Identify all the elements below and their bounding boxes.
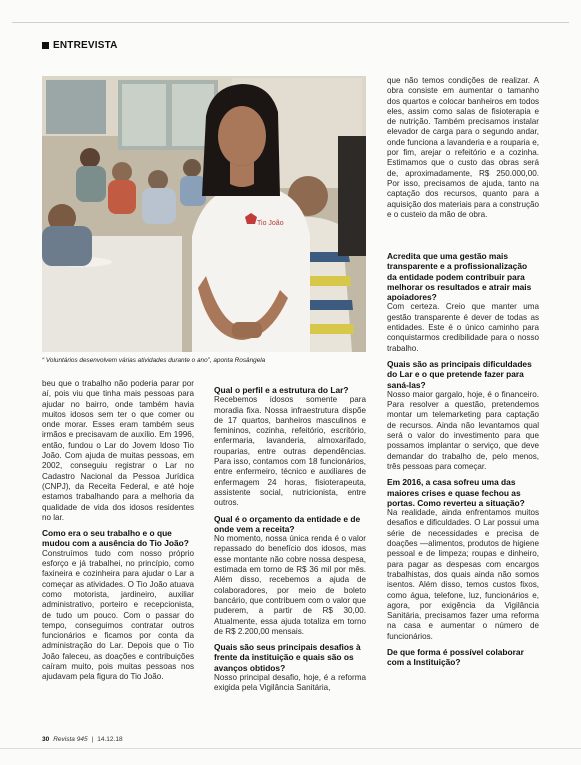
footer-separator: |	[91, 736, 94, 743]
section-title: ENTREVISTA	[53, 40, 118, 51]
question-heading: Qual o perfil e a estrutura do Lar?	[214, 385, 349, 395]
question-heading: Quais são as principais dificuldades do Lar e o que pretende fazer para saná-las?	[387, 358, 532, 390]
paragraph: beu que o trabalho não poderia parar por aí, pois viu que tinha mais pessoas para ajudar no bairro, onde também havia muitos idosos sem ter o que comer ou onde morar. Esses eram também seus irmãos e precisavam de auxílio. Em 1996, então, fundou o Lar do Jovem Idoso Tio João. Com ajuda de muitas pessoas, em 2002, conseguiu registrar o Lar no Cadastro Nacional da Pessoa Jurídica (CNPJ), da Receita Federal, e até hoje estamos trabalhando para a melhoria da qualidade de vida dos idosos residentes no lar.	[42, 379, 194, 522]
interview-photo	[42, 76, 366, 352]
question-heading: Qual é o orçamento da entidade e de onde vem a receita?	[214, 513, 361, 534]
bottom-divider	[0, 748, 581, 749]
square-bullet-icon	[42, 42, 49, 49]
question-heading: Quais são seus principais desafios à frente da instituição e quais são os avanços obtidos?	[214, 642, 361, 673]
page-footer	[42, 736, 123, 743]
issue-date: 14.12.18	[97, 736, 123, 743]
question-heading: De que forma é possível colaborar com a Instituição?	[387, 646, 524, 668]
page-number: 30	[42, 736, 50, 743]
question-heading: Como era o seu trabalho e o que mudou com a ausência do Tio João?	[42, 528, 189, 549]
paragraph: que não temos condições de realizar. A obra consiste em aumentar o tamanho dos quartos e colocar banheiros em todos eles, assim como salas de fisioterapia e de nutrição. Também precisamos instalar elevador de carga para o segundo andar, onde funciona a lavanderia e a rouparia e, por fim, arejar o refeitório e a cozinha. Estimamos que o custo das obras será de, aproximadamente, R$ 250.000,00. Por isso, precisamos de ajuda, tanto na captação dos recursos, quanto para a aquisição dos materiais para a construção e o custeio da mão de obra.	[387, 76, 539, 219]
column-3-top	[387, 76, 539, 220]
photo-caption: “ Voluntários desenvolvem várias atividades durante o ano”, aponta Rosângela	[42, 357, 266, 364]
question-heading: Acredita que uma gestão mais transparente e a profissionalização da entidade podem contribuir para melhorar os resultados e atrair mais apoiadores?	[387, 251, 532, 303]
photo-illustration	[42, 76, 366, 352]
question-heading: Em 2016, a casa sofreu uma das maiores crises e quase fechou as portas. Como reverteu a situação?	[387, 477, 525, 508]
answer-paragraph: No momento, nossa única renda é o valor repassado do benefício dos idosos, mas esse montante não cobre nossa despesa, estimada em torno de R$ 36 mil por mês. Além disso, recebemos a ajuda de colaboradores, por meio de boleto bancário, que contribuem com o valor que puderem, a partir de R$ 30,00. Atualmente, essa ajuda totaliza em torno de R$ 2.200,00 mensais.	[214, 534, 366, 636]
section-header	[42, 40, 118, 51]
column-2	[214, 385, 366, 694]
answer-paragraph: Com certeza. Creio que manter uma gestão transparente é dever de todas as entidades. Este é o único caminho para conquistarmos credibilidade para o nosso trabalho.	[387, 302, 539, 353]
magazine-name: Revista 945	[53, 736, 88, 743]
top-divider	[12, 22, 569, 23]
answer-paragraph: Construímos tudo com nosso próprio esforço e já trabalhei, no princípio, como faxineira e cozinheira para ajudar o Lar a começar as atividades. O Tio João atuava como motorista, jardineiro, auxiliar administrativo, porteiro e recepcionista, de tudo um pouco. Com o passar do tempo, conseguimos contratar outros funcionários e ficamos por conta da administração do Lar. Depois que o Tio João faleceu, as doações e contribuições caíram muito, pois muitas pessoas nos ajudavam pela figura do Tio João.	[42, 548, 194, 682]
shirt-logo-text: Tio João	[257, 220, 284, 227]
answer-paragraph: Nosso principal desafio, hoje, é a reforma exigida pela Vigilância Sanitária,	[214, 673, 366, 693]
column-3	[387, 251, 539, 668]
answer-paragraph: Nosso maior gargalo, hoje, é o financeiro. Para resolver a questão, pretendemos montar um telemarketing para captação de recursos. Ainda não levantamos qual será o valor do investimento para que possamos implantar o serviço, que deve demandar do trabalho de, pelo menos, três pessoas para começar.	[387, 389, 539, 471]
column-1	[42, 379, 194, 683]
answer-paragraph: Recebemos idosos somente para moradia fixa. Nossa infraestrutura dispõe de 17 quartos, banheiros masculinos e femininos, cozinha, refeitório, escritório, enfermaria, lavanderia, almoxarifado, rouparias, entre outras dependências. Para isso, contamos com 18 funcionários, entre enfermeiro, técnico e auxiliares de enfermagem 24 horas, fisioterapeuta, assistente social, nutricionista, entre outros.	[214, 395, 366, 508]
answer-paragraph: Na realidade, ainda enfrentamos muitos desafios e dificuldades. O Lar possui uma série de necessidades e precisa de doações —alimentos, produtos de higiene pessoal e de limpeza; roupas e dinheiro, para pagar as despesas com encargos trabalhistas, dos quais ainda não somos isentos. Além disso, temos custos fixos, como água, telefone, luz, funcionários e, agora, por exigência da Vigilância Sanitária, precisamos fazer uma reforma na casa e aumentar o número de funcionários.	[387, 508, 539, 641]
